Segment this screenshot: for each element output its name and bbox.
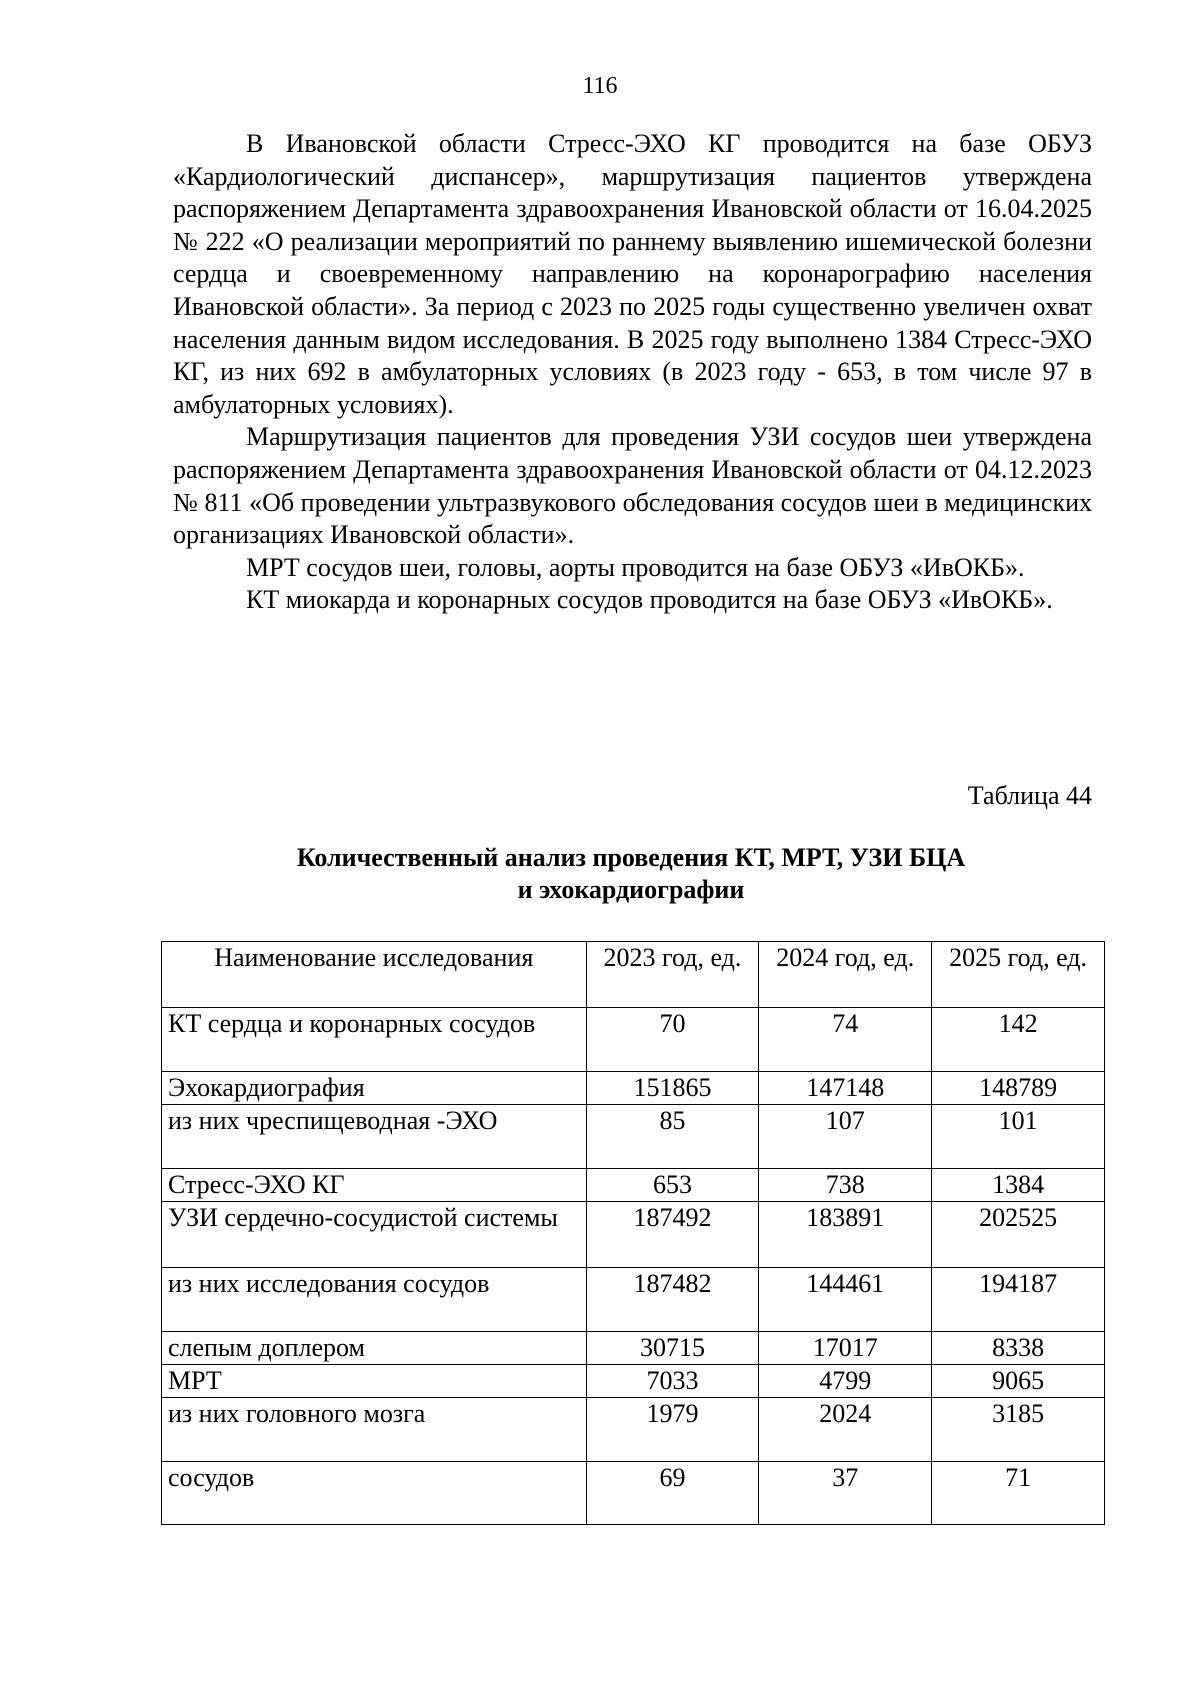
page-number: 116 <box>582 73 618 99</box>
table-row <box>162 1332 1105 1365</box>
row-name: из них чреспищеводная -ЭХО <box>162 1105 587 1169</box>
table-row <box>162 1105 1105 1169</box>
row-value-2023: 187492 <box>586 1202 759 1268</box>
paragraph-ct: КТ миокарда и коронарных сосудов проводится на базе ОБУЗ «ИвОКБ». <box>246 585 1053 615</box>
row-value-2023: 1979 <box>586 1398 759 1462</box>
row-name: слепым доплером <box>162 1332 587 1365</box>
row-value-2025: 71 <box>932 1462 1105 1525</box>
row-name: УЗИ сердечно-сосудистой системы <box>162 1202 587 1268</box>
header-2025: 2025 год, ед. <box>932 942 1105 1008</box>
row-name: МРТ <box>162 1365 587 1398</box>
table-row <box>162 1169 1105 1202</box>
row-value-2025: 202525 <box>932 1202 1105 1268</box>
research-table <box>161 941 1105 1525</box>
row-value-2024: 183891 <box>759 1202 932 1268</box>
row-name: Стресс-ЭХО КГ <box>162 1169 587 1202</box>
row-name: из них головного мозга <box>162 1398 587 1462</box>
row-value-2025: 148789 <box>932 1072 1105 1105</box>
row-value-2024: 2024 <box>759 1398 932 1462</box>
row-value-2024: 74 <box>759 1008 932 1072</box>
paragraph-neck-ultrasound: Маршрутизация пациентов для проведения УЗИ сосудов шеи утверждена распоряжением Департамента здравоохранения Ивановской области от 04.12.2023 № 811 «Об проведении ультразвукового обследования сосудов шеи в медицинских организациях Ивановской области». <box>173 422 1092 550</box>
paragraph-mri: МРТ сосудов шеи, головы, аорты проводится на базе ОБУЗ «ИвОКБ». <box>246 552 1025 582</box>
header-2023: 2023 год, ед. <box>586 942 759 1008</box>
row-value-2025: 9065 <box>932 1365 1105 1398</box>
paragraph-stress-echo: В Ивановской области Стресс-ЭХО КГ проводится на базе ОБУЗ «Кардиологический диспансер», маршрутизация пациентов утверждена распоряжением Департамента здравоохранения Ивановской области от 16.04.2025 № 222 «О реализации мероприятий по раннему выявлению ишемической болезни сердца и своевременному направлению на коронарографию населения Ивановской области». За период с 2023 по 2025 годы существенно увеличен охват населения данным видом исследования. В 2025 году выполнено 1384 Стресс-ЭХО КГ, из них 692 в амбулаторных условиях (в 2023 году - 653, в том числе 97 в амбулаторных условиях). <box>173 129 1092 419</box>
row-name: из них исследования сосудов <box>162 1268 587 1332</box>
row-name: Эхокардиография <box>162 1072 587 1105</box>
table-title <box>0 842 1200 906</box>
row-value-2024: 147148 <box>759 1072 932 1105</box>
table-title-line-1: Количественный анализ проведения КТ, МРТ, УЗИ БЦА <box>296 843 966 872</box>
row-value-2023: 70 <box>586 1008 759 1072</box>
row-value-2024: 107 <box>759 1105 932 1169</box>
row-value-2024: 144461 <box>759 1268 932 1332</box>
table-title-line-2: и эхокардиографии <box>517 875 745 904</box>
row-value-2024: 37 <box>759 1462 932 1525</box>
row-value-2024: 4799 <box>759 1365 932 1398</box>
header-2024: 2024 год, ед. <box>759 942 932 1008</box>
row-value-2025: 3185 <box>932 1398 1105 1462</box>
table-row <box>162 1398 1105 1462</box>
row-value-2024: 17017 <box>759 1332 932 1365</box>
table-row <box>162 1365 1105 1398</box>
table-row <box>162 1462 1105 1525</box>
row-value-2023: 69 <box>586 1462 759 1525</box>
row-value-2023: 85 <box>586 1105 759 1169</box>
row-value-2023: 30715 <box>586 1332 759 1365</box>
table-header-row <box>162 942 1105 1008</box>
row-value-2025: 8338 <box>932 1332 1105 1365</box>
row-value-2025: 101 <box>932 1105 1105 1169</box>
table-row <box>162 1072 1105 1105</box>
table-label: Таблица 44 <box>967 781 1092 810</box>
table-row <box>162 1268 1105 1332</box>
row-value-2023: 7033 <box>586 1365 759 1398</box>
row-value-2023: 187482 <box>586 1268 759 1332</box>
header-name: Наименование исследования <box>162 942 587 1008</box>
row-value-2024: 738 <box>759 1169 932 1202</box>
table-row <box>162 1202 1105 1268</box>
row-value-2025: 142 <box>932 1008 1105 1072</box>
table-row <box>162 1008 1105 1072</box>
row-value-2025: 194187 <box>932 1268 1105 1332</box>
row-name: КТ сердца и коронарных сосудов <box>162 1008 587 1072</box>
row-name: сосудов <box>162 1462 587 1525</box>
row-value-2023: 653 <box>586 1169 759 1202</box>
row-value-2025: 1384 <box>932 1169 1105 1202</box>
body-text <box>173 128 1092 617</box>
row-value-2023: 151865 <box>586 1072 759 1105</box>
